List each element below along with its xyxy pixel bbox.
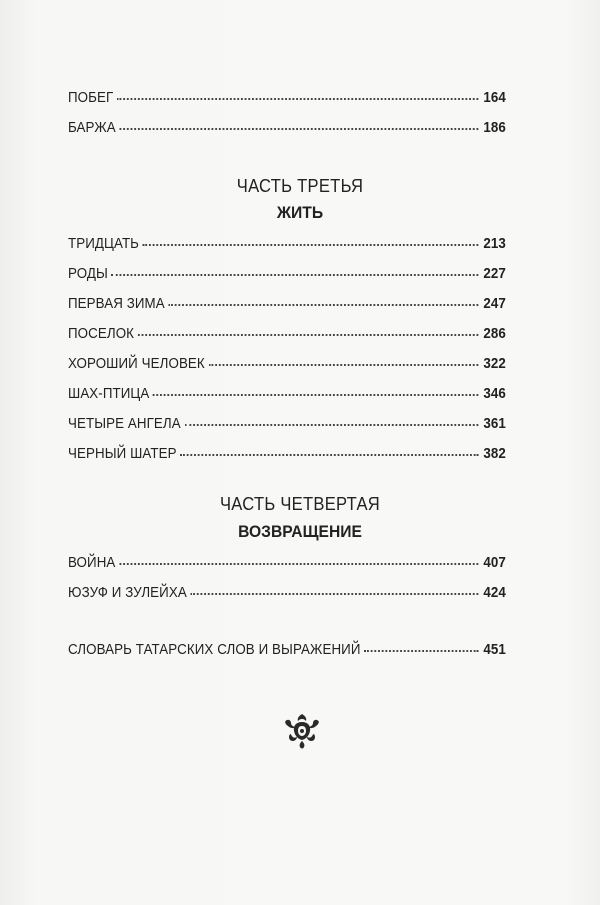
toc-entry bbox=[68, 294, 506, 314]
floral-ornament-icon bbox=[282, 712, 322, 752]
part-four-label: ЧАСТЬ ЧЕТВЕРТАЯ bbox=[219, 494, 381, 514]
part-three-title: ЖИТЬ bbox=[276, 203, 324, 222]
toc-entry bbox=[68, 234, 506, 254]
toc-entry-title: БАРЖА bbox=[68, 120, 116, 136]
toc-entry bbox=[68, 384, 506, 404]
toc-entry-page: 382 bbox=[483, 446, 506, 462]
part-four-title: ВОЗВРАЩЕНИЕ bbox=[238, 522, 362, 541]
toc-entry-title: ШАХ-ПТИЦА bbox=[68, 386, 150, 402]
dot-leader bbox=[180, 442, 478, 456]
dot-leader bbox=[364, 638, 478, 652]
toc-entry-title: СЛОВАРЬ ТАТАРСКИХ СЛОВ И ВЫРАЖЕНИЙ bbox=[68, 642, 361, 658]
toc-entry-page: 322 bbox=[483, 356, 506, 372]
toc-entry-page: 186 bbox=[483, 120, 506, 136]
dot-leader bbox=[143, 232, 478, 246]
toc-entry-page: 213 bbox=[483, 236, 506, 252]
toc-entry bbox=[68, 88, 506, 108]
toc-entry-glossary bbox=[68, 640, 506, 660]
toc-entry-title: ЧЕРНЫЙ ШАТЕР bbox=[68, 446, 177, 462]
toc-entry-page: 451 bbox=[483, 642, 506, 658]
part-three-label: ЧАСТЬ ТРЕТЬЯ bbox=[236, 176, 364, 196]
toc-entry-page: 286 bbox=[483, 326, 506, 342]
toc-entry-page: 346 bbox=[483, 386, 506, 402]
toc-entry-title: ЧЕТЫРЕ АНГЕЛА bbox=[68, 416, 181, 432]
dot-leader bbox=[119, 116, 477, 130]
toc-entry bbox=[68, 354, 506, 374]
dot-leader bbox=[184, 412, 477, 426]
toc-entry-page: 247 bbox=[483, 296, 506, 312]
toc-entry bbox=[68, 553, 506, 573]
toc-entry-title: ПЕРВАЯ ЗИМА bbox=[68, 296, 165, 312]
dot-leader bbox=[168, 292, 477, 306]
toc-entry-page: 164 bbox=[483, 90, 506, 106]
toc-entry-title: ПОБЕГ bbox=[68, 90, 114, 106]
toc-entry-title: ВОЙНА bbox=[68, 555, 116, 571]
toc-entry-page: 227 bbox=[483, 266, 506, 282]
dot-leader bbox=[112, 262, 478, 276]
dot-leader bbox=[117, 86, 478, 100]
toc-entry bbox=[68, 118, 506, 138]
toc-entry bbox=[68, 444, 506, 464]
toc-entry-title: ХОРОШИЙ ЧЕЛОВЕК bbox=[68, 356, 205, 372]
dot-leader bbox=[191, 581, 478, 595]
dot-leader bbox=[153, 382, 478, 396]
toc-entry bbox=[68, 324, 506, 344]
dot-leader bbox=[138, 322, 478, 336]
toc-entry bbox=[68, 583, 506, 603]
toc-entry-title: ЮЗУФ И ЗУЛЕЙХА bbox=[68, 585, 187, 601]
dot-leader bbox=[119, 551, 478, 565]
toc-entry-title: ТРИДЦАТЬ bbox=[68, 236, 140, 252]
dot-leader bbox=[208, 352, 477, 366]
toc-entry-page: 407 bbox=[483, 555, 506, 571]
toc-entry bbox=[68, 264, 506, 284]
toc-entry bbox=[68, 414, 506, 434]
toc-entry-page: 361 bbox=[483, 416, 506, 432]
toc-entry-title: РОДЫ bbox=[68, 266, 108, 282]
toc-entry-title: ПОСЕЛОК bbox=[68, 326, 135, 342]
toc-entry-page: 424 bbox=[483, 585, 506, 601]
